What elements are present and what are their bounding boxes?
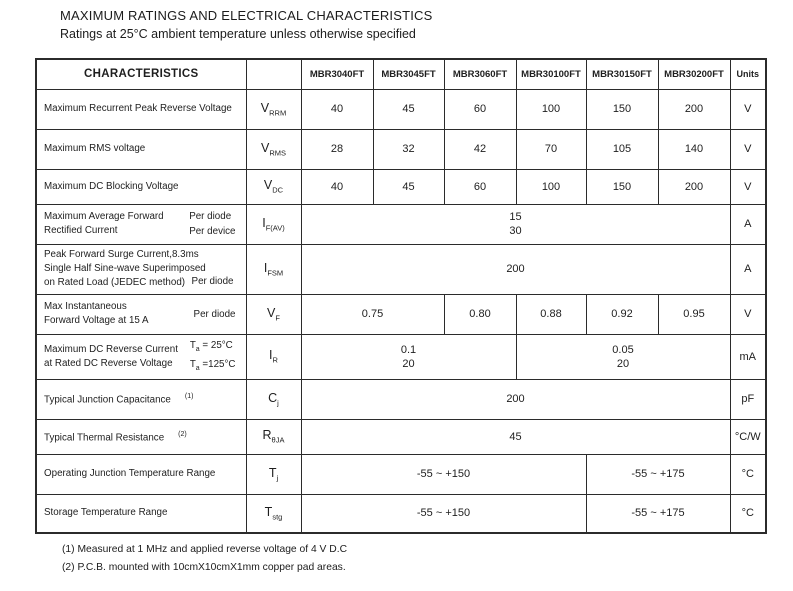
value-cell: 0.88 (516, 294, 586, 334)
value-cell: 200 (301, 244, 730, 294)
value-cell: 200 (301, 379, 730, 419)
value-cell: 0.92 (586, 294, 658, 334)
table-row-ifsm (36, 244, 766, 294)
unit-cell: °C (730, 454, 766, 494)
symbol-cell: $R_{\theta JA}$ (246, 419, 301, 454)
value-cell: 0.75 (301, 294, 444, 334)
value-cell: 0.80 (444, 294, 516, 334)
device-header: MBR30200FT (658, 59, 730, 89)
table-row-vrrm (36, 89, 766, 129)
characteristic-cell: Maximum DC Blocking Voltage (36, 169, 246, 204)
page-subtitle: Ratings at 25°C ambient temperature unless otherwise specified (60, 27, 416, 41)
characteristic-cell: Typical Thermal Resistance $^{(2)}$ (36, 419, 246, 454)
unit-cell: V (730, 294, 766, 334)
characteristic-cell: Storage Temperature Range (36, 494, 246, 533)
characteristic-cell: Maximum DC Reverse Current at Rated DC Reverse Voltage $T_a = 25^\circ C$ $T_a =125^\circ C$ (36, 334, 246, 379)
value-cell: 0.1 20 (301, 334, 516, 379)
table-row-cj (36, 379, 766, 419)
footnote-2: (2) P.C.B. mounted with 10cmX10cmX1mm copper pad areas. (62, 561, 346, 573)
value-cell: 15 30 (301, 204, 730, 244)
value-cell: -55 ~ +150 (301, 454, 586, 494)
value-cell: 70 (516, 129, 586, 169)
value-cell: 0.05 20 (516, 334, 730, 379)
unit-cell: °C (730, 494, 766, 533)
table-row-tj (36, 454, 766, 494)
symbol-header (246, 59, 301, 89)
value-cell: 45 (373, 169, 444, 204)
symbol-cell: $V_F$ (246, 294, 301, 334)
unit-cell: °C/W (730, 419, 766, 454)
symbol-cell: $T_j$ (246, 454, 301, 494)
value-cell: 40 (301, 169, 373, 204)
footnote-ref: (2) (178, 430, 187, 438)
value-cell: 60 (444, 89, 516, 129)
table-row-vdc (36, 169, 766, 204)
characteristic-cell: Maximum RMS voltage (36, 129, 246, 169)
value-cell: 0.95 (658, 294, 730, 334)
device-header: MBR3045FT (373, 59, 444, 89)
characteristic-cell: Operating Junction Temperature Range (36, 454, 246, 494)
value-cell: 140 (658, 129, 730, 169)
value-cell: 150 (586, 169, 658, 204)
value-cell: 60 (444, 169, 516, 204)
title-block (60, 8, 433, 41)
table-row-vf (36, 294, 766, 334)
symbol-cell: $V_{DC}$ (246, 169, 301, 204)
characteristic-cell: Peak Forward Surge Current,8.3ms Single Half Sine-wave Superimposed on Rated Load (JEDEC method) Per diode (36, 244, 246, 294)
characteristics-header: CHARACTERISTICS (36, 59, 246, 89)
unit-cell: pF (730, 379, 766, 419)
footnote-ref: (1) (184, 393, 194, 401)
value-cell: 100 (516, 169, 586, 204)
symbol-cell: $I_R$ (246, 334, 301, 379)
device-header: MBR30100FT (516, 59, 586, 89)
value-cell: 28 (301, 129, 373, 169)
value-cell: 200 (658, 169, 730, 204)
symbol-cell: $I_{FSM}$ (246, 244, 301, 294)
characteristic-cell: Maximum Recurrent Peak Reverse Voltage (36, 89, 246, 129)
table-row-ifav (36, 204, 766, 244)
unit-cell: V (730, 129, 766, 169)
symbol-cell: $V_{RMS}$ (246, 129, 301, 169)
value-cell: -55 ~ +150 (301, 494, 586, 533)
footnote-1: (1) Measured at 1 MHz and applied reverse voltage of 4 V D.C (62, 544, 348, 555)
value-cell: 40 (301, 89, 373, 129)
characteristic-cell: Maximum Average Forward Rectified Current Per diode Per device (36, 204, 246, 244)
table-row-tstg (36, 494, 766, 533)
units-header: Units (730, 59, 766, 89)
device-header: MBR3060FT (444, 59, 516, 89)
characteristic-cell: Typical Junction Capacitance $^{(1)}$ (36, 379, 246, 419)
value-cell: 42 (444, 129, 516, 169)
unit-cell: A (730, 244, 766, 294)
symbol-cell: $I_{F(AV)}$ (246, 204, 301, 244)
value-cell: 105 (586, 129, 658, 169)
unit-cell: V (730, 89, 766, 129)
page-title: MAXIMUM RATINGS AND ELECTRICAL CHARACTERISTICS (60, 8, 433, 23)
table-row-rthja (36, 419, 766, 454)
value-cell: 32 (373, 129, 444, 169)
value-cell: 45 (373, 89, 444, 129)
value-cell: 200 (658, 89, 730, 129)
unit-cell: mA (730, 334, 766, 379)
device-header: MBR3040FT (301, 59, 373, 89)
symbol-cell: $V_{RRM}$ (246, 89, 301, 129)
ratings-table (35, 58, 767, 534)
value-cell: 45 (301, 419, 730, 454)
value-cell: -55 ~ +175 (586, 454, 730, 494)
characteristic-cell: Max Instantaneous Forward Voltage at 15 A Per diode (36, 294, 246, 334)
symbol-cell: $T_{stg}$ (246, 494, 301, 533)
device-header: MBR30150FT (586, 59, 658, 89)
unit-cell: V (730, 169, 766, 204)
symbol-cell: $C_j$ (246, 379, 301, 419)
value-cell: 100 (516, 89, 586, 129)
table-row-vrms (36, 129, 766, 169)
footnotes (62, 541, 347, 576)
table-row-ir (36, 334, 766, 379)
header-row (36, 59, 766, 89)
value-cell: -55 ~ +175 (586, 494, 730, 533)
unit-cell: A (730, 204, 766, 244)
value-cell: 150 (586, 89, 658, 129)
